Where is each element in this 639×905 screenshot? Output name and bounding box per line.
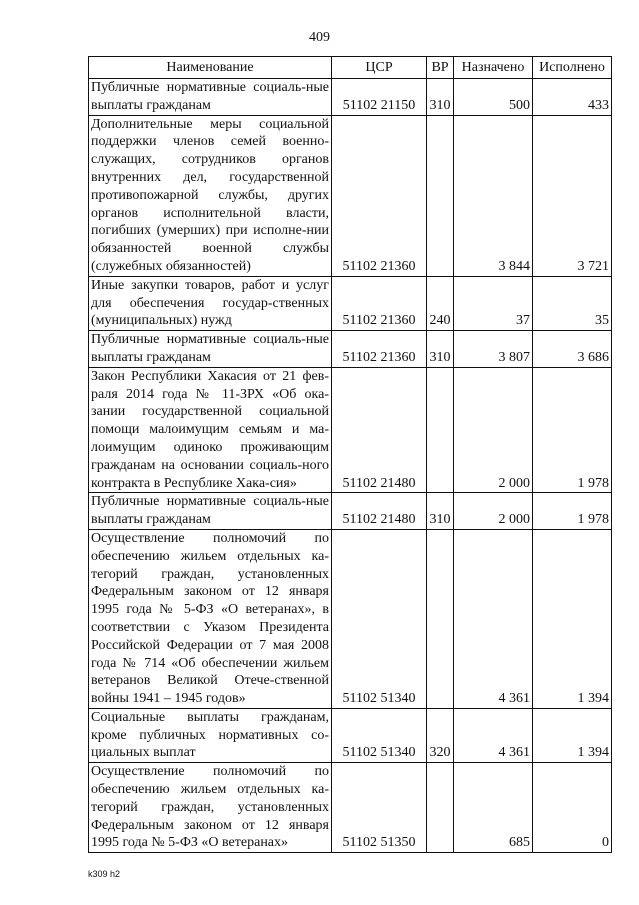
header-assigned: Назначено: [454, 57, 533, 79]
row-vr: [427, 367, 454, 493]
row-csr: 51102 21480: [332, 493, 427, 530]
header-name: Наименование: [89, 57, 332, 79]
row-executed: 1 978: [533, 367, 612, 493]
row-executed: 433: [533, 79, 612, 116]
row-executed: 1 394: [533, 529, 612, 708]
row-assigned: 4 361: [454, 708, 533, 762]
row-name: Публичные нормативные социаль-ные выплаты гражданам: [89, 79, 332, 116]
row-name: Дополнительные меры социальной поддержки членов семей военно-служащих, сотрудников органов внутренних дел, государственной противопожарной службы, других органов исполнительной власти, погибших (умерших) при исполне-нии обязанностей военной службы (служебных обязанностей): [89, 115, 332, 276]
table-row: [89, 763, 612, 853]
row-vr: [427, 763, 454, 853]
row-name: Иные закупки товаров, работ и услуг для обеспечения государ-ственных (муниципальных) нужд: [89, 276, 332, 330]
table-row: [89, 331, 612, 368]
row-vr: [427, 529, 454, 708]
table-row: [89, 708, 612, 762]
row-csr: 51102 21360: [332, 276, 427, 330]
row-vr: 240: [427, 276, 454, 330]
row-name: Осуществление полномочий по обеспечению жильем отдельных ка-тегорий граждан, установленных Федеральным законом от 12 января 1995 года № 5-ФЗ «О ветеранах», в соответствии с Указом Президента Российской Федерации от 7 мая 2008 года № 714 «Об обеспечении жильем ветеранов Великой Отече-ственной войны 1941 – 1945 годов»: [89, 529, 332, 708]
row-name: Закон Республики Хакасия от 21 фев-раля 2014 года № 11-ЗРХ «Об ока-зании государственной социальной помощи малоимущим семьям и ма-лоимущим одиноко проживающим гражданам на основании социаль-ного контракта в Республике Хака-сия»: [89, 367, 332, 493]
row-csr: 51102 21150: [332, 79, 427, 116]
row-vr: 310: [427, 79, 454, 116]
header-vr: ВР: [427, 57, 454, 79]
row-csr: 51102 51340: [332, 529, 427, 708]
table-header-row: [89, 57, 612, 79]
row-executed: 0: [533, 763, 612, 853]
budget-table: [88, 56, 612, 853]
row-assigned: 3 844: [454, 115, 533, 276]
row-executed: 1 978: [533, 493, 612, 530]
page-number: 409: [309, 30, 330, 45]
row-vr: 310: [427, 493, 454, 530]
row-vr: [427, 115, 454, 276]
table-row: [89, 79, 612, 116]
row-assigned: 500: [454, 79, 533, 116]
row-assigned: 3 807: [454, 331, 533, 368]
row-executed: 35: [533, 276, 612, 330]
row-name: Публичные нормативные социаль-ные выплаты гражданам: [89, 331, 332, 368]
row-name: Публичные нормативные социаль-ные выплаты гражданам: [89, 493, 332, 530]
row-assigned: 2 000: [454, 493, 533, 530]
row-name: Социальные выплаты гражданам, кроме публичных нормативных со-циальных выплат: [89, 708, 332, 762]
row-csr: 51102 51350: [332, 763, 427, 853]
table-row: [89, 367, 612, 493]
row-csr: 51102 21360: [332, 115, 427, 276]
row-assigned: 685: [454, 763, 533, 853]
footer-code: k309 h2: [88, 869, 121, 879]
header-executed: Исполнено: [533, 57, 612, 79]
table-row: [89, 493, 612, 530]
row-csr: 51102 51340: [332, 708, 427, 762]
row-assigned: 2 000: [454, 367, 533, 493]
table-row: [89, 276, 612, 330]
row-assigned: 37: [454, 276, 533, 330]
row-assigned: 4 361: [454, 529, 533, 708]
row-name: Осуществление полномочий по обеспечению жильем отдельных ка-тегорий граждан, установленных Федеральным законом от 12 января 1995 года № 5-ФЗ «О ветеранах»: [89, 763, 332, 853]
row-executed: 1 394: [533, 708, 612, 762]
table-row: [89, 529, 612, 708]
row-csr: 51102 21360: [332, 331, 427, 368]
row-vr: 320: [427, 708, 454, 762]
row-executed: 3 686: [533, 331, 612, 368]
row-csr: 51102 21480: [332, 367, 427, 493]
table-row: [89, 115, 612, 276]
row-vr: 310: [427, 331, 454, 368]
header-csr: ЦСР: [332, 57, 427, 79]
row-executed: 3 721: [533, 115, 612, 276]
